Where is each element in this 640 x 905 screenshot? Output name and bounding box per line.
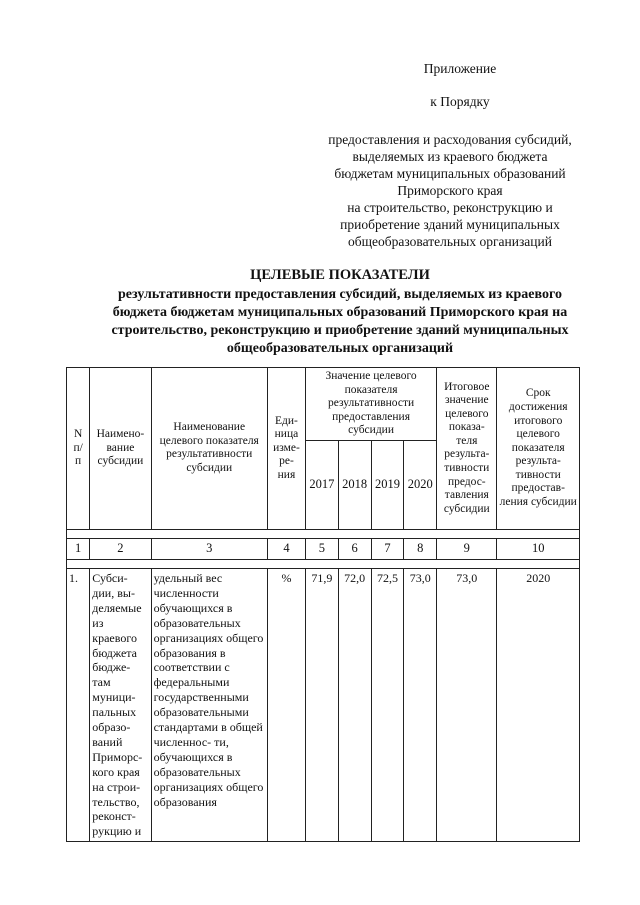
appendix-description <box>310 131 590 250</box>
header-indicator-name: Наименование целевого показателя результативности субсидии <box>151 368 267 530</box>
row-value: 71,9 <box>305 568 338 841</box>
header-year: 2018 <box>338 440 371 529</box>
heading-title: ЦЕЛЕВЫЕ ПОКАЗАТЕЛИ <box>250 267 430 283</box>
row-indicator-name: удельный вес численности обучающихся в образовательных организациях общего образования в соответствии с федеральными государственными образовательными стандартами в общей численнос- ти, обучающихся в образовательных организациях общего образования <box>151 568 267 841</box>
appendix-title: Приложение <box>423 61 497 76</box>
header-term: Срок достижения итогового целевого показателя результа- тивности предостав- ления субсидии <box>497 368 580 530</box>
row-value: 72,0 <box>338 568 371 841</box>
row-subsidy-name: Субси- дии, вы- деляемые из краевого бюджета бюдже- там муници- пальных образо- ваний Приморс- кого края на строи- тельство, реконст- рукцию и <box>90 568 151 841</box>
row-value: 72,5 <box>371 568 404 841</box>
column-index: 9 <box>437 538 497 559</box>
header-subsidy-name: Наимено- вание субсидии <box>90 368 151 530</box>
row-value: 73,0 <box>404 568 437 841</box>
column-index: 1 <box>67 538 90 559</box>
indicators-table <box>66 367 580 842</box>
heading-line: бюджета бюджетам муниципальных образований Приморского края на <box>112 305 568 320</box>
heading-line: результативности предоставления субсидий, выделяемых из краевого <box>118 287 562 302</box>
header-year: 2017 <box>305 440 338 529</box>
column-index: 8 <box>404 538 437 559</box>
header-total-value: Итоговое значение целевого показа- теля результа- тивности предос- тавления субсидии <box>437 368 497 530</box>
column-index: 2 <box>90 538 151 559</box>
appendix-line: бюджетам муниципальных образований <box>334 166 566 181</box>
appendix-line: приобретение зданий муниципальных <box>340 217 560 232</box>
document-heading <box>60 266 620 358</box>
appendix-line: общеобразовательных организаций <box>348 234 552 249</box>
header-year: 2019 <box>371 440 404 529</box>
row-total: 73,0 <box>437 568 497 841</box>
table-row <box>67 568 580 841</box>
row-term: 2020 <box>497 568 580 841</box>
header-target-values: Значение целевого показателя результативности предоставления субсидии <box>305 368 436 441</box>
appendix-subtitle: к Порядку <box>430 94 490 109</box>
column-index: 4 <box>267 538 305 559</box>
header-year: 2020 <box>404 440 437 529</box>
appendix-line: предоставления и расходования субсидий, <box>328 132 572 147</box>
column-index: 5 <box>305 538 338 559</box>
heading-line: строительство, реконструкцию и приобретение зданий муниципальных <box>111 323 569 338</box>
header-unit: Еди- ница изме- ре- ния <box>267 368 305 530</box>
row-unit: % <box>267 568 305 841</box>
column-index: 10 <box>497 538 580 559</box>
heading-line: общеобразовательных организаций <box>226 341 454 356</box>
column-index: 6 <box>338 538 371 559</box>
column-index: 3 <box>151 538 267 559</box>
column-index: 7 <box>371 538 404 559</box>
appendix-line: на строительство, реконструкцию и <box>347 200 553 215</box>
row-num: 1. <box>67 568 90 841</box>
appendix-line: выделяемых из краевого бюджета <box>352 149 548 164</box>
appendix-line: Приморского края <box>397 183 503 198</box>
header-num: N п/ п <box>67 368 90 530</box>
